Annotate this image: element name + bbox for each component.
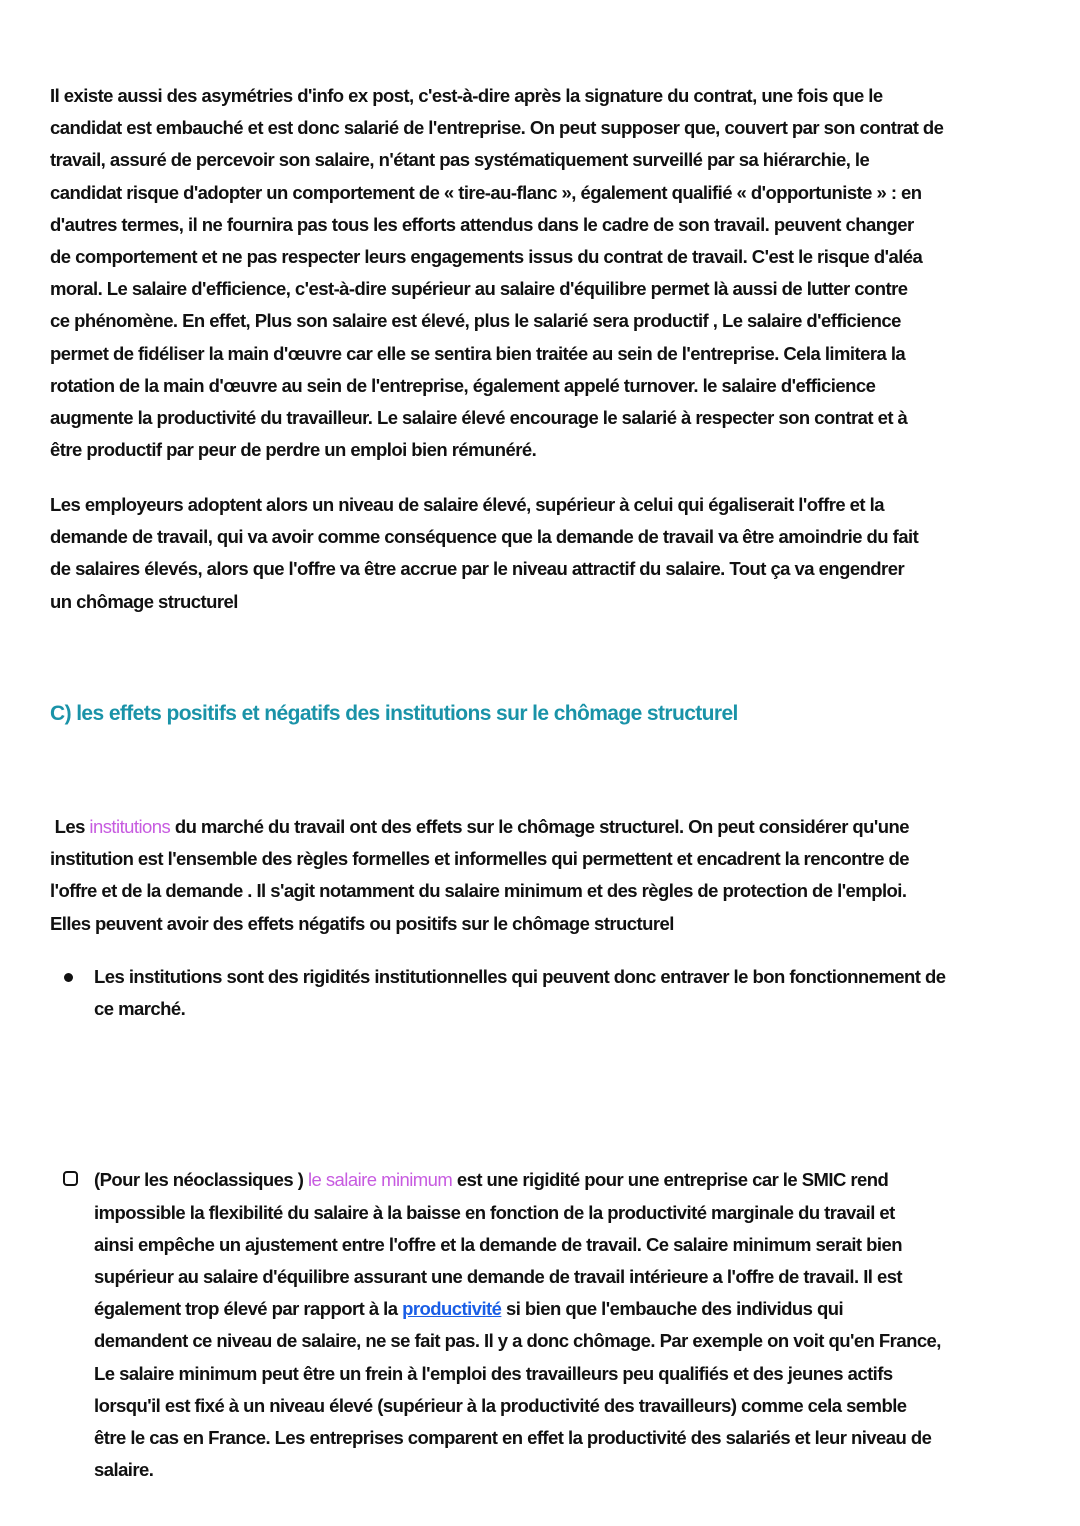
- text-segment: du marché du travail ont des effets sur le chômage structurel. On peut considérer qu'une: [170, 816, 910, 837]
- text-line: de comportement et ne pas respecter leurs engagements issus du contrat de travail. C'est le risque d'aléa: [50, 246, 923, 268]
- text-line: [50, 811, 1040, 843]
- text-line: ainsi empêche un ajustement entre l'offre et la demande de travail. Ce salaire minimum serait bien: [94, 1233, 902, 1255]
- text-line: Le salaire minimum peut être un frein à l'emploi des travailleurs peu qualifiés et des jeunes actifs: [94, 1362, 893, 1384]
- text-line: Les institutions sont des rigidités institutionnelles qui peuvent donc entraver le bon fonctionnement de: [94, 966, 946, 987]
- text-line: augmente la productivité du travailleur. Le salaire élevé encourage le salarié à respecter son contrat et à: [50, 407, 908, 429]
- text-line: être productif par peur de perdre un emploi bien rémunéré.: [50, 439, 537, 461]
- text-line: lorsqu'il est fixé à un niveau élevé (supérieur à la productivité des travailleurs) comme cela semble: [94, 1394, 907, 1416]
- productivity-link[interactable]: productivité: [402, 1298, 502, 1320]
- text-segment: (Pour les néoclassiques ): [94, 1169, 308, 1191]
- text-segment: Les: [54, 816, 90, 837]
- text-line: d'autres termes, il ne fournira pas tous les efforts attendus dans le cadre de son travail. peuvent changer: [50, 213, 914, 235]
- text-line: institution est l'ensemble des règles formelles et informelles qui permettent et encadrent la rencontre de: [50, 848, 910, 870]
- text-line: un chômage structurel: [50, 590, 238, 612]
- text-line: rotation de la main d'œuvre au sein de l'entreprise, également appelé turnover. le salaire d'efficience: [50, 374, 876, 396]
- text-line: ce marché.: [94, 998, 186, 1020]
- paragraph-ex-post-asymmetry: [50, 80, 1040, 466]
- text-line: [94, 1164, 1080, 1196]
- text-line: [94, 1293, 1080, 1325]
- text-line: demande de travail, qui va avoir comme conséquence que la demande de travail va être amoindrie du fait: [50, 526, 919, 548]
- text-line: Les employeurs adoptent alors un niveau de salaire élevé, supérieur à celui qui égaliserait l'offre et la: [50, 494, 884, 515]
- highlight-institutions: institutions: [89, 816, 171, 837]
- text-segment: également trop élevé par rapport à la: [94, 1298, 403, 1320]
- section-heading: C) les effets positifs et négatifs des institutions sur le chômage structurel: [50, 702, 738, 725]
- text-line: candidat est embauché et est donc salarié de l'entreprise. On peut supposer que, couvert par son contrat de: [50, 117, 944, 139]
- text-line: l'offre et de la demande . Il s'agit notamment du salaire minimum et des règles de protection de l'emploi.: [50, 880, 907, 902]
- text-line: travail, assuré de percevoir son salaire, n'étant pas systématiquement surveillé par sa hiérarchie, le: [50, 149, 870, 171]
- text-segment: est une rigidité pour une entreprise car le SMIC rend: [452, 1169, 889, 1191]
- text-line: Il existe aussi des asymétries d'info ex post, c'est-à-dire après la signature du contrat, une fois que le: [50, 85, 883, 106]
- paragraph-employers-wage: [50, 489, 1040, 618]
- text-line: demandent ce niveau de salaire, ne se fait pas. Il y a donc chômage. Par exemple on voit qu'en France,: [94, 1330, 941, 1352]
- text-line: être le cas en France. Les entreprises comparent en effet la productivité des salariés et leur niveau de: [94, 1427, 932, 1449]
- text-segment: si bien que l'embauche des individus qui: [501, 1298, 844, 1320]
- text-line: supérieur au salaire d'équilibre assurant une demande de travail intérieure a l'offre de travail. Il est: [94, 1266, 903, 1288]
- text-line: salaire.: [94, 1459, 154, 1481]
- bullet-item: [50, 961, 1080, 1025]
- text-line: permet de fidéliser la main d'œuvre car elle se sentira bien traitée au sein de l'entreprise. Cela limitera la: [50, 342, 906, 364]
- highlight-minimum-wage: le salaire minimum: [307, 1169, 453, 1191]
- checklist-item-minimum-wage: [50, 1164, 1080, 1486]
- text-line: ce phénomène. En effet, Plus son salaire est élevé, plus le salarié sera productif , Le salaire d'efficience: [50, 310, 901, 332]
- text-line: impossible la flexibilité du salaire à la baisse en fonction de la productivité marginale du travail et: [94, 1201, 895, 1223]
- text-line: moral. Le salaire d'efficience, c'est-à-dire supérieur au salaire d'équilibre permet là aussi de lutter contre: [50, 278, 908, 300]
- bullet-icon: [64, 973, 73, 982]
- paragraph-institutions: [50, 811, 1040, 940]
- text-line: de salaires élevés, alors que l'offre va être accrue par le niveau attractif du salaire. Tout ça va engendrer: [50, 558, 905, 580]
- text-line: candidat risque d'adopter un comportement de « tire-au-flanc », également qualifié « d'opportuniste » : en: [50, 181, 922, 203]
- checkbox[interactable]: [63, 1171, 78, 1186]
- text-line: Elles peuvent avoir des effets négatifs ou positifs sur le chômage structurel: [50, 912, 674, 934]
